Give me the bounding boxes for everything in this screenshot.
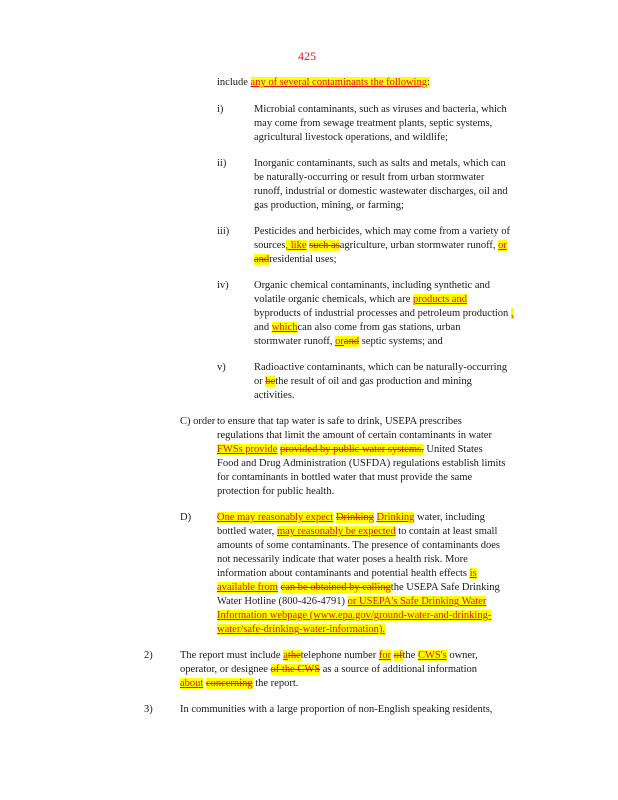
text-line: FWSs provide provided by public water systems. United States: [217, 444, 483, 455]
insertion: for: [378, 650, 392, 661]
insertion: may reasonably be expected: [276, 526, 396, 537]
deletion: be: [265, 376, 276, 387]
insertion: any of several contaminants the following: [250, 77, 427, 88]
text-line: volatile organic chemicals, which are products and: [254, 294, 467, 305]
text-line: byproducts of industrial processes and petroleum production ,: [254, 308, 514, 319]
insertion: products and: [413, 294, 467, 305]
text-line: One may reasonably expect Drinking Drinking water, including: [217, 512, 485, 523]
insertion: or USEPA's Safe Drinking Water: [347, 596, 487, 607]
deletion: can be obtained by calling: [280, 582, 391, 593]
text-line: Water Hotline (800-426-4791) or USEPA's Safe Drinking Water: [217, 596, 487, 607]
text-line: information about contaminants and potential health effects is: [217, 568, 477, 579]
insertion: about: [180, 678, 204, 689]
insertion: CWS's: [417, 650, 447, 661]
item-number: 2): [144, 650, 153, 661]
insertion: or: [335, 336, 344, 347]
paragraph-label: D): [180, 512, 192, 523]
text-line: about concerning the report.: [180, 678, 299, 689]
text-line: may come from sewage treatment plants, septic systems,: [254, 118, 493, 129]
text-line: and whichcan also come from gas stations, urban: [254, 322, 461, 333]
text-line: gas production, mining, or farming;: [254, 200, 404, 211]
text-line: activities.: [254, 390, 295, 401]
text-line: sources, like such asagriculture, urban stormwater runoff, or: [254, 240, 507, 251]
text-line: operator, or designee of the CWS as a source of additional information: [180, 664, 477, 675]
text-line: Pesticides and herbicides, which may come from a variety of: [254, 226, 510, 237]
text-line: Radioactive contaminants, which can be naturally-occurring: [254, 362, 508, 373]
deletion: the: [287, 650, 301, 661]
text-line: be naturally-occurring or result from urban stormwater: [254, 172, 485, 183]
item-number: v): [217, 362, 226, 373]
text-line: In communities with a large proportion of non-English speaking residents,: [180, 704, 493, 715]
insertion: is: [469, 568, 477, 579]
deletion: Drinking: [335, 512, 374, 523]
text-line: or bethe result of oil and gas production and mining: [254, 376, 472, 387]
deletion: of the CWS: [270, 664, 321, 675]
insertion: a: [283, 650, 288, 661]
deletion: and: [254, 254, 270, 265]
text-line: regulations that limit the amount of certain contaminants in water: [217, 430, 492, 441]
insertion: available from: [217, 582, 278, 593]
item-number: i): [217, 104, 224, 115]
deletion: concerning: [205, 678, 253, 689]
item-number: 3): [144, 704, 153, 715]
insertion: which: [271, 322, 298, 333]
intro-line: include any of several contaminants the following:: [217, 77, 430, 88]
insertion: or: [498, 240, 507, 251]
page-number: 425: [298, 49, 316, 63]
insertion: One may reasonably expect: [217, 512, 334, 523]
item-number: iii): [217, 226, 230, 237]
text-line: bottled water, may reasonably be expected to contain at least small: [217, 526, 498, 537]
text-line: available from can be obtained by callingthe USEPA Safe Drinking: [217, 582, 500, 593]
deletion: of: [393, 650, 403, 661]
text-line: [217, 623, 385, 636]
text-line: agricultural livestock operations, and wildlife;: [254, 132, 448, 143]
deletion: and: [343, 336, 360, 347]
text-line: for contaminants in bottled water that must provide the same: [217, 472, 473, 483]
text-line: amounts of some contaminants. The presence of contaminants does: [217, 540, 500, 551]
text-line: protection for public health.: [217, 486, 335, 497]
item-number: ii): [217, 158, 227, 169]
insertion: Information webpage (www.epa.gov/ground-water-and-drinking-: [217, 610, 492, 621]
text-line: not necessarily indicate that water poses a health risk. More: [217, 554, 468, 565]
text-line: Microbial contaminants, such as viruses and bacteria, which: [254, 104, 507, 115]
deletion: such as: [309, 240, 340, 251]
text-line: Food and Drug Administration (USFDA) regulations establish limits: [217, 458, 506, 469]
insertion: , like: [285, 240, 307, 251]
text-line: andresidential uses;: [254, 254, 337, 265]
text-line: runoff, industrial or domestic wastewater discharges, oil and: [254, 186, 508, 197]
text-line: Inorganic contaminants, such as salts and metals, which can: [254, 158, 506, 169]
text-line: stormwater runoff, orand septic systems; and: [254, 336, 443, 347]
paragraph-label: C) order: [180, 416, 216, 427]
insertion: Drinking: [376, 512, 415, 523]
deletion: provided by public water systems.: [280, 444, 424, 455]
insertion: FWSs provide: [217, 444, 278, 455]
text-line: The report must include athetelephone number for ofthe CWS's owner,: [180, 650, 478, 661]
insertion: ,: [510, 308, 514, 319]
text-line: to ensure that tap water is safe to drink, USEPA prescribes: [217, 416, 462, 427]
insertion: water/safe-drinking-water-information).: [217, 624, 386, 635]
text-line: Organic chemical contaminants, including synthetic and: [254, 280, 490, 291]
item-number: iv): [217, 280, 229, 291]
text-line: [217, 609, 491, 622]
